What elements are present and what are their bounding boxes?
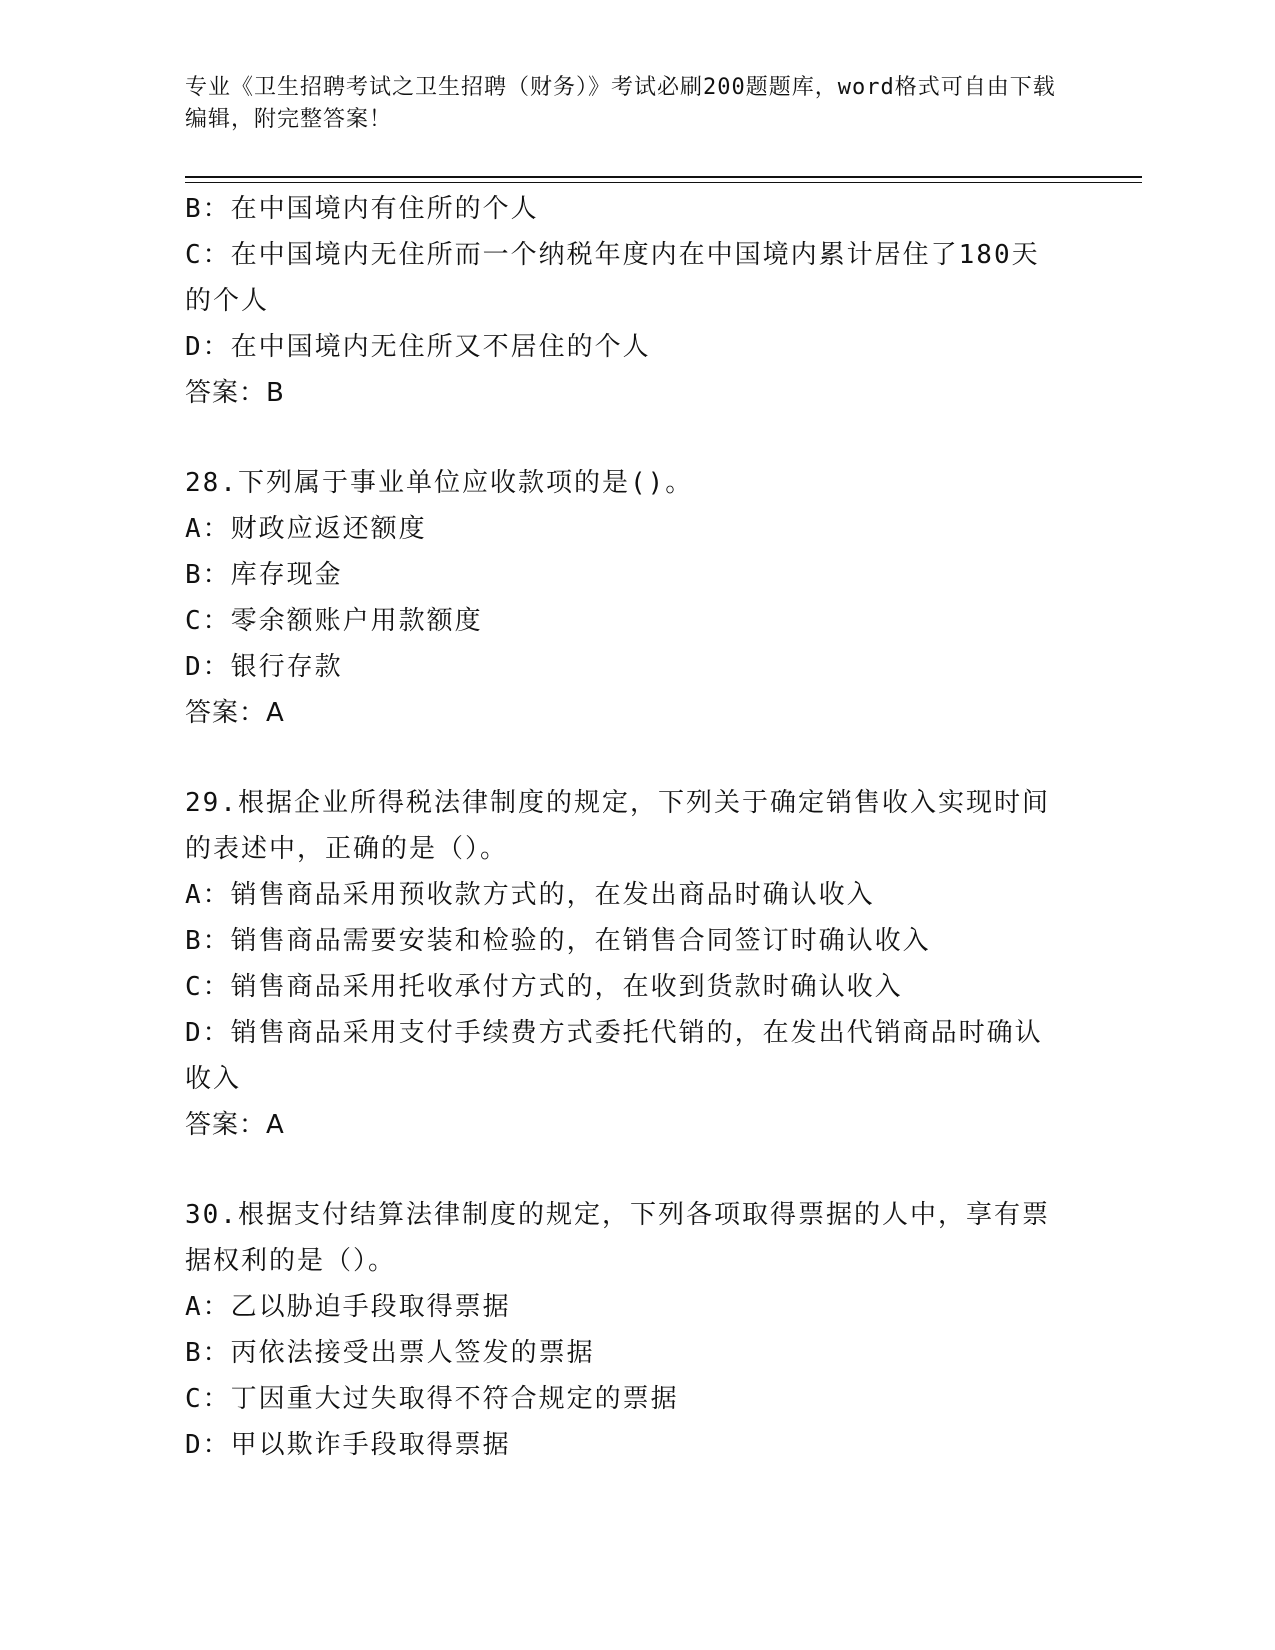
question-content [185,186,1065,1468]
option-d: D：甲以欺诈手段取得票据 [185,1430,511,1460]
option-d: D：在中国境内无住所又不居住的个人 [185,332,651,362]
question-stem: 30.根据支付结算法律制度的规定，下列各项取得票据的人中，享有票据权利的是（）。 [185,1200,1050,1276]
option-c: C：销售商品采用托收承付方式的，在收到货款时确认收入 [185,972,903,1002]
option-b: B：库存现金 [185,560,343,590]
question-stem: 28.下列属于事业单位应收款项的是()。 [185,468,694,498]
answer: 答案：A [185,1110,285,1140]
option-a: A：乙以胁迫手段取得票据 [185,1292,511,1322]
document-header: 专业《卫生招聘考试之卫生招聘（财务）》考试必刷200题题库，word格式可自由下载编辑，附完整答案！ [185,75,1056,132]
question-spacer [185,1148,1065,1192]
header-rule-thin [185,182,1142,183]
option-b: B：在中国境内有住所的个人 [185,194,539,224]
option-a: A：财政应返还额度 [185,514,427,544]
option-c: C：零余额账户用款额度 [185,606,483,636]
option-d: D：销售商品采用支付手续费方式委托代销的，在发出代销商品时确认收入 [185,1018,1043,1094]
option-c: C：在中国境内无住所而一个纳税年度内在中国境内累计居住了180天的个人 [185,240,1040,316]
answer: 答案：B [185,378,285,408]
option-b: B：丙依法接受出票人签发的票据 [185,1338,595,1368]
question-spacer [185,736,1065,780]
answer: 答案：A [185,698,285,728]
question-28 [185,460,1065,736]
option-b: B：销售商品需要安装和检验的，在销售合同签订时确认收入 [185,926,931,956]
question-spacer [185,416,1065,460]
header-rule-thick [185,176,1142,178]
question-29 [185,780,1065,1148]
question-stem: 29.根据企业所得税法律制度的规定，下列关于确定销售收入实现时间的表述中，正确的是（）。 [185,788,1050,864]
option-d: D：银行存款 [185,652,343,682]
question-30 [185,1192,1065,1468]
question-27 [185,186,1065,416]
option-a: A：销售商品采用预收款方式的，在发出商品时确认收入 [185,880,875,910]
option-c: C：丁因重大过失取得不符合规定的票据 [185,1384,679,1414]
